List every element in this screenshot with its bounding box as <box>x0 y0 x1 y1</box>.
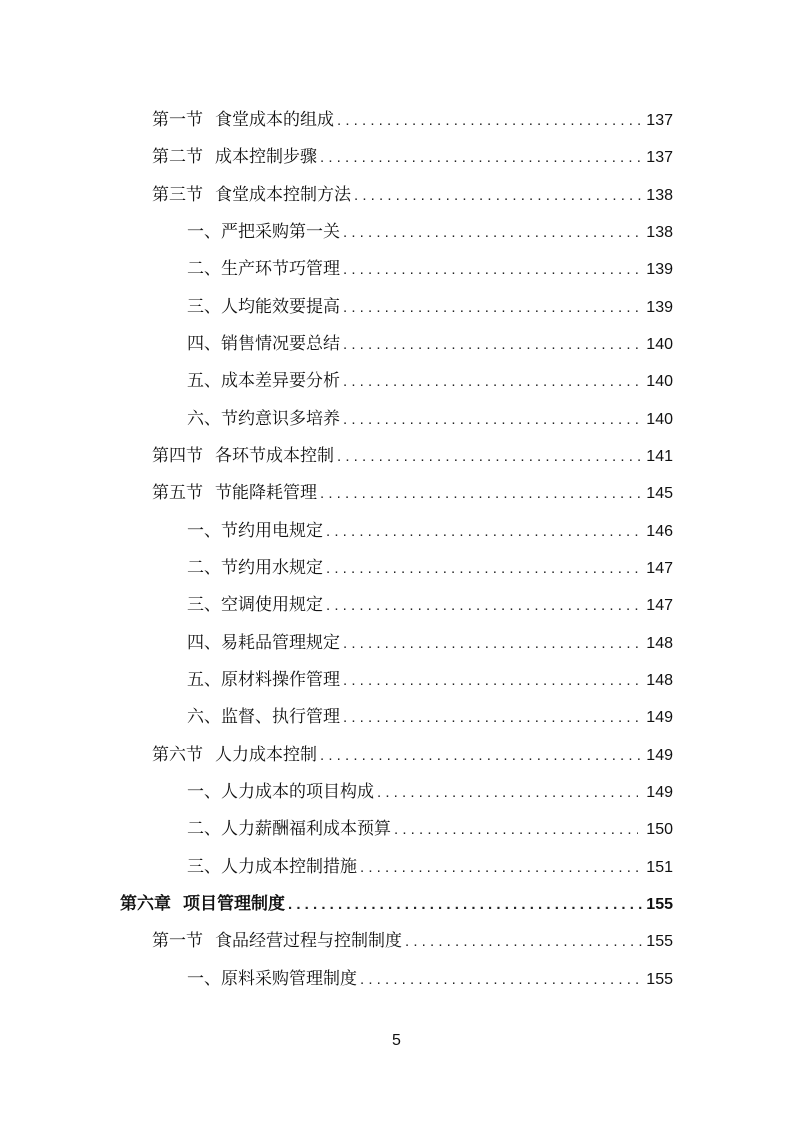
toc-entry-title: 一、节约用电规定 <box>187 520 323 541</box>
toc-entry-page-number: 145 <box>646 485 673 503</box>
toc-entry-title: 食堂成本控制方法 <box>215 184 351 205</box>
toc-entry-item <box>187 257 673 281</box>
toc-entry-page-number: 155 <box>646 933 673 951</box>
toc-entry-title: 三、空调使用规定 <box>187 595 323 616</box>
toc-entry-page-number: 149 <box>646 709 673 727</box>
dot-leader <box>337 109 642 133</box>
toc-entry-page-number: 149 <box>646 783 673 801</box>
dot-leader <box>343 370 638 394</box>
toc-entry-title: 各环节成本控制 <box>215 445 334 466</box>
toc-entry-section <box>152 929 673 953</box>
toc-entry-item <box>187 705 673 729</box>
toc-entry-label: 第二节 <box>152 147 203 168</box>
toc-entry-label: 第六章 <box>120 893 171 914</box>
dot-leader <box>343 258 638 282</box>
toc-entry-page-number: 140 <box>646 335 673 353</box>
toc-entry-item <box>187 556 673 580</box>
toc-entry-section <box>152 183 673 207</box>
toc-entry-label: 第四节 <box>152 445 203 466</box>
toc-entry-page-number: 138 <box>646 223 673 241</box>
dot-leader <box>320 744 642 768</box>
toc-entry-label: 第六节 <box>152 744 203 765</box>
toc-entry-item <box>187 332 673 356</box>
toc-entry-section <box>152 481 673 505</box>
toc-entry-page-number: 140 <box>646 410 673 428</box>
toc-entry-item <box>187 817 673 841</box>
dot-leader <box>288 893 642 917</box>
toc-entry-title: 五、成本差异要分析 <box>187 371 340 392</box>
toc-entry-section <box>152 743 673 767</box>
toc-entry-page-number: 147 <box>646 559 673 577</box>
dot-leader <box>343 669 638 693</box>
toc-entry-item <box>187 631 673 655</box>
toc-entry-page-number: 139 <box>646 261 673 279</box>
dot-leader <box>343 632 638 656</box>
toc-entry-item <box>187 519 673 543</box>
dot-leader <box>343 408 638 432</box>
toc-entry-page-number: 137 <box>646 149 673 167</box>
toc-entry-page-number: 139 <box>646 298 673 316</box>
dot-leader <box>343 296 638 320</box>
toc-entry-page-number: 140 <box>646 373 673 391</box>
dot-leader <box>320 482 642 506</box>
toc-entry-title: 二、人力薪酬福利成本预算 <box>187 819 391 840</box>
toc-entry-title: 四、销售情况要总结 <box>187 333 340 354</box>
toc-entry-label: 第一节 <box>152 931 203 952</box>
toc-entry-item <box>187 967 673 991</box>
toc-entry-page-number: 138 <box>646 186 673 204</box>
dot-leader <box>354 184 642 208</box>
toc-entry-title: 六、监督、执行管理 <box>187 707 340 728</box>
toc-entry-label: 第一节 <box>152 110 203 130</box>
toc-entry-page-number: 146 <box>646 522 673 540</box>
dot-leader <box>377 781 638 805</box>
toc-entry-title: 成本控制步骤 <box>215 147 317 168</box>
toc-entry-page-number: 147 <box>646 597 673 615</box>
toc-entry-title: 食品经营过程与控制制度 <box>215 931 402 952</box>
toc-entry-item <box>187 855 673 879</box>
toc-entry-title: 食堂成本的组成 <box>215 110 334 130</box>
toc-entry-section <box>152 145 673 169</box>
toc-entry-item <box>187 593 673 617</box>
toc-entry-page-number: 148 <box>646 671 673 689</box>
toc-entry-label: 第五节 <box>152 483 203 504</box>
toc-entry-title: 三、人均能效要提高 <box>187 296 340 317</box>
toc-entry-title: 一、严把采购第一关 <box>187 221 340 242</box>
dot-leader <box>326 557 638 581</box>
toc-entry-item <box>187 668 673 692</box>
toc-entry-item <box>187 780 673 804</box>
toc-entry-section <box>152 108 673 132</box>
toc-entry-title: 三、人力成本控制措施 <box>187 856 357 877</box>
dot-leader <box>337 445 642 469</box>
toc-entry-label: 第三节 <box>152 184 203 205</box>
dot-leader <box>343 333 638 357</box>
page-number: 5 <box>392 1032 401 1049</box>
toc-entry-title: 项目管理制度 <box>183 893 285 914</box>
toc-entry-page-number: 148 <box>646 634 673 652</box>
toc-entry-page-number: 150 <box>646 821 673 839</box>
dot-leader <box>360 856 638 880</box>
toc-entry-title: 六、节约意识多培养 <box>187 408 340 429</box>
toc-entry-title: 二、节约用水规定 <box>187 557 323 578</box>
toc-entry-page-number: 149 <box>646 746 673 764</box>
toc-entry-page-number: 155 <box>646 970 673 988</box>
dot-leader <box>343 221 638 245</box>
dot-leader <box>326 520 638 544</box>
toc-entry-item <box>187 369 673 393</box>
toc-entry-chapter <box>120 892 673 916</box>
toc-entry-page-number: 151 <box>646 858 673 876</box>
toc-entry-section <box>152 444 673 468</box>
dot-leader <box>326 594 638 618</box>
toc-entry-title: 节能降耗管理 <box>215 483 317 504</box>
toc-entry-title: 人力成本控制 <box>215 744 317 765</box>
toc-entry-page-number: 141 <box>646 447 673 465</box>
toc-entry-page-number: 155 <box>646 895 673 913</box>
toc-entry-page-number: 137 <box>646 112 673 129</box>
toc-entry-title: 一、原料采购管理制度 <box>187 968 357 989</box>
toc-entry-item <box>187 220 673 244</box>
toc-entry-item <box>187 295 673 319</box>
toc-entry-title: 四、易耗品管理规定 <box>187 632 340 653</box>
dot-leader <box>394 818 638 842</box>
toc-entry-title: 二、生产环节巧管理 <box>187 259 340 280</box>
toc-entry-item <box>187 407 673 431</box>
dot-leader <box>320 146 642 170</box>
dot-leader <box>343 706 638 730</box>
toc-entry-title: 一、人力成本的项目构成 <box>187 781 374 802</box>
dot-leader <box>360 968 638 992</box>
dot-leader <box>405 930 642 954</box>
toc-entry-title: 五、原材料操作管理 <box>187 669 340 690</box>
